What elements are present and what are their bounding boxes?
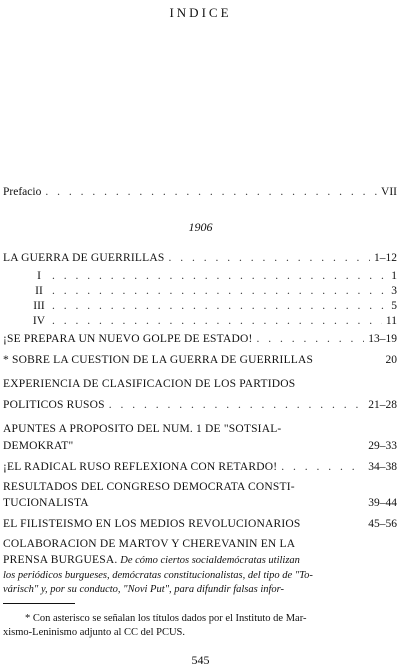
section-year: 1906 [188, 220, 213, 234]
toc-entry-page: 20 [385, 354, 397, 366]
toc-entry-page: 34–38 [368, 461, 397, 473]
toc-entry-label-line1: EXPERIENCIA DE CLASIFICACION DE LOS PARTIDOS [3, 378, 296, 390]
toc-entry-prefacio [3, 186, 397, 204]
toc-entry [3, 252, 397, 270]
toc-entry-page: 11 [385, 315, 397, 327]
footnote-line: xismo-Leninismo adjunto al CC del PCUS. [3, 627, 186, 638]
toc-entry-label: LA GUERRA DE GUERRILLAS [3, 252, 165, 264]
leader-dots [281, 461, 364, 473]
leader-dots [52, 315, 382, 327]
toc-entry-page: 1–12 [374, 252, 397, 264]
toc-entry-page: 29–33 [368, 440, 397, 452]
toc-entry-label-line2 [3, 554, 300, 566]
leader-dots [45, 186, 377, 198]
toc-entry-label: PRENSA BURGUESA. [3, 554, 118, 566]
footnote-line: * Con asterisco se señalan los títulos dados por el Instituto de Mar- [25, 613, 307, 624]
toc-entry-label: Prefacio [3, 186, 42, 198]
toc-entry-label: ¡SE PREPARA UN NUEVO GOLPE DE ESTADO! [3, 333, 253, 345]
leader-dots [168, 252, 370, 264]
toc-entry-page: 21–28 [368, 399, 397, 411]
toc-entry-page: 3 [391, 285, 397, 297]
toc-entry-label-line1: APUNTES A PROPOSITO DEL NUM. 1 DE "SOTSIAL- [3, 423, 282, 435]
leader-dots [256, 333, 364, 345]
toc-entry-label: IV [32, 315, 46, 327]
toc-entry-label: EL FILISTEISMO EN LOS MEDIOS REVOLUCIONARIOS [3, 518, 301, 530]
toc-entry [3, 399, 397, 417]
toc-entry-label-line1: RESULTADOS DEL CONGRESO DEMOCRATA CONSTI- [3, 481, 295, 493]
toc-entry [3, 497, 397, 515]
page-title: INDICE [169, 5, 232, 20]
toc-entry-label: ¡EL RADICAL RUSO REFLEXIONA CON RETARDO! [3, 461, 278, 473]
leader-dots [52, 285, 387, 297]
toc-entry-page: VII [381, 186, 397, 198]
leader-dots [109, 399, 365, 411]
toc-entry-page: 5 [391, 300, 397, 312]
toc-entry-label: I [37, 270, 41, 282]
toc-entry-description-line: várisch" y, por su conducto, "Novi Put", para difundir falsas infor- [3, 584, 285, 595]
page-number: 545 [191, 653, 210, 667]
toc-entry-label: TUCIONALISTA [3, 497, 89, 509]
toc-subentry [30, 315, 397, 333]
toc-entry-label: * SOBRE LA CUESTION DE LA GUERRA DE GUERRILLAS [3, 354, 314, 366]
toc-entry [3, 354, 397, 372]
toc-entry-label: III [33, 300, 45, 312]
toc-entry [3, 518, 397, 536]
toc-entry-label: II [35, 285, 43, 297]
toc-entry-label: DEMOKRAT" [3, 440, 74, 452]
leader-dots [52, 270, 387, 282]
toc-entry [3, 461, 397, 479]
toc-entry-description-line: los periódicos burgueses, demócratas constitucionalistas, del tipo de "To- [3, 570, 313, 581]
toc-entry [3, 333, 397, 351]
toc-entry-page: 13–19 [368, 333, 397, 345]
leader-dots [52, 300, 387, 312]
toc-entry-description: De cómo ciertos socialdemócratas utilizan [120, 555, 300, 566]
toc-entry [3, 440, 397, 458]
toc-entry-page: 45–56 [368, 518, 397, 530]
toc-entry-label: POLITICOS RUSOS [3, 399, 105, 411]
footnote-rule [3, 603, 75, 604]
toc-entry-page: 39–44 [368, 497, 397, 509]
toc-entry-page: 1 [391, 270, 397, 282]
toc-entry-label-line1: COLABORACION DE MARTOV Y CHEREVANIN EN LA [3, 538, 296, 550]
